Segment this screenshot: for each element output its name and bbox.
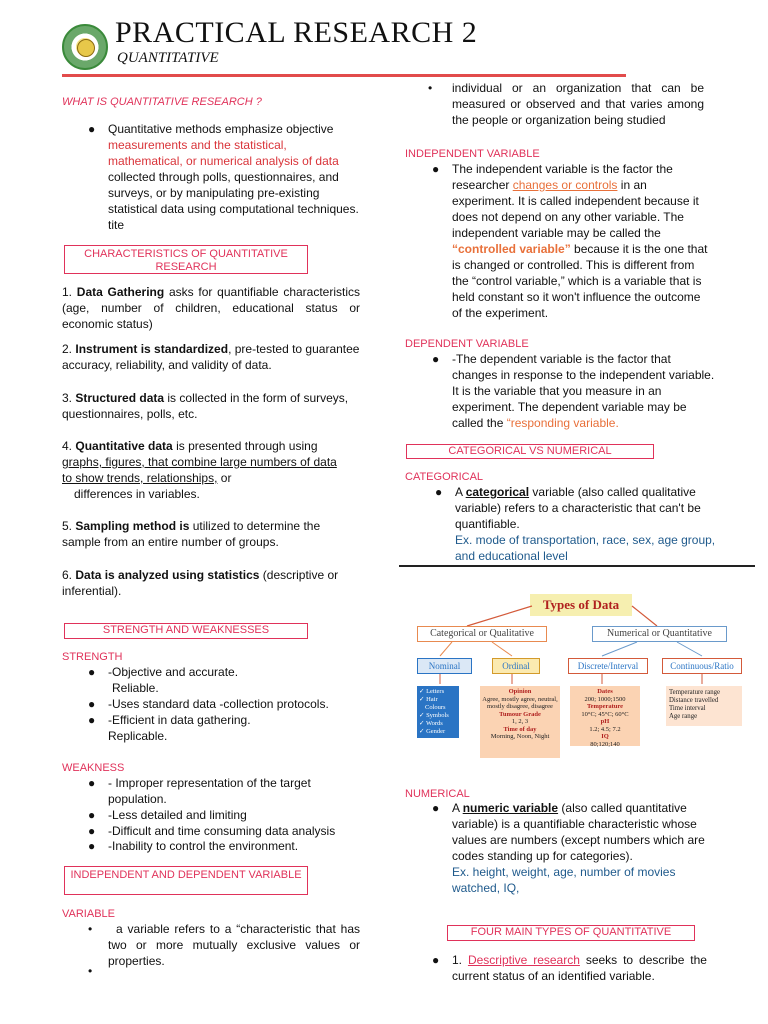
page-subtitle: QUANTITATIVE xyxy=(117,50,219,66)
variables-heading: INDEPENDENT AND DEPENDENT VARIABLE xyxy=(64,866,308,895)
weakness-label: WEAKNESS xyxy=(62,762,125,774)
ordinal-box: Ordinal xyxy=(492,658,540,674)
strength-item: ● -Uses standard data -collection protocols. xyxy=(88,697,329,711)
characteristic-4: 4. Quantitative data is presented through using graphs, figures, that combine large numbers of data to show trends, relationships, or differences in variables. xyxy=(62,439,337,501)
variable-label: VARIABLE xyxy=(62,908,115,920)
ordinal-examples: Opinion Agree, mostly agree, neutral, mostly disagree, disagree Tumour Grade 1, 2, 3 Time of day Morning, Noon, Night xyxy=(480,686,560,758)
header-divider xyxy=(62,74,626,77)
characteristic-1: 1. Data Gathering asks for quantifiable characteristics (age, number of children, educational status or economic status) xyxy=(62,285,360,331)
discrete-box: Discrete/Interval xyxy=(568,658,648,674)
characteristic-3: 3. Structured data is collected in the form of surveys, questionnaires, polls, etc. xyxy=(62,391,349,421)
highlight-text: measurements and the statistical, mathematical, or numerical analysis of data xyxy=(108,138,339,168)
nominal-box: Nominal xyxy=(417,658,472,674)
bullet: • xyxy=(88,964,93,978)
weakness-item: ● -Inability to control the environment. xyxy=(88,839,299,853)
variable-definition: • a variable refers to a “characteristic that has two or more mutually exclusive values or properties. xyxy=(88,922,360,968)
independent-variable-text: ● The independent variable is the factor the researcher changes or controls in an experiment. It is called independent because it does not depend on any other variable. The independent variable may be called the “controlled variable” because it is the one that is changed or controlled. This is different from the “control variable,” which is a variable that is held constant so it won't influence the outcome of the experiment. xyxy=(432,162,708,320)
dependent-variable-label: DEPENDENT VARIABLE xyxy=(405,338,529,350)
school-logo xyxy=(62,24,108,70)
strength-item: ● -Efficient in data gathering. xyxy=(88,713,251,727)
categorical-label: CATEGORICAL xyxy=(405,471,484,483)
discrete-examples: Dates 200; 1000;1500 Temperature 10°C; 45°C; 60°C pH 1.2; 4.5; 7.2 IQ 80;120;140 xyxy=(570,686,640,746)
logo-seal-icon xyxy=(77,39,95,57)
strength-item: Replicable. xyxy=(108,729,168,743)
question-heading: WHAT IS QUANTITATIVE RESEARCH ? xyxy=(62,96,262,108)
numerical-text: ● A numeric variable (also called quantitative variable) is a quantifiable characteristic whose values are numbers (except numbers which are codes standing up for categories). Ex. height, weight, age, number of movies watched, IQ, xyxy=(432,801,705,895)
characteristic-2: 2. Instrument is standardized, pre-tested to guarantee accuracy, reliability, and validity of data. xyxy=(62,342,360,372)
weakness-item: ● -Difficult and time consuming data analysis xyxy=(88,824,336,838)
strength-weakness-heading: STRENGTH AND WEAKNESSES xyxy=(64,623,308,639)
page-title: PRACTICAL RESEARCH 2 xyxy=(115,16,478,49)
independent-variable-label: INDEPENDENT VARIABLE xyxy=(405,148,540,160)
weakness-item: ● -Less detailed and limiting xyxy=(88,808,247,822)
categorical-box: Categorical or Qualitative xyxy=(417,626,547,642)
strength-item: ● -Objective and accurate. xyxy=(88,665,239,679)
strength-item: Reliable. xyxy=(112,681,159,695)
four-types-heading: FOUR MAIN TYPES OF QUANTITATIVE xyxy=(447,925,695,941)
numerical-box: Numerical or Quantitative xyxy=(592,626,727,642)
dependent-variable-text: ● -The dependent variable is the factor that changes in response to the independent variable. It is the variable that you measure in an experiment. The dependent variable may be called the “responding variable. xyxy=(432,352,715,430)
section-divider xyxy=(399,565,755,567)
bullet: ● xyxy=(88,122,96,136)
characteristic-6: 6. Data is analyzed using statistics (descriptive or inferential). xyxy=(62,568,339,598)
types-of-data-diagram xyxy=(412,590,752,766)
characteristic-5: 5. Sampling method is utilized to determine the sample from an entire number of groups. xyxy=(62,519,321,549)
strength-label: STRENGTH xyxy=(62,651,123,663)
nominal-examples: ✓ Letters ✓ Hair Colours ✓ Symbols ✓ Words ✓ Gender xyxy=(417,686,459,738)
bullet: • xyxy=(428,81,433,95)
weakness-item: ● - Improper representation of the target population. xyxy=(88,776,311,806)
characteristics-heading: CHARACTERISTICS OF QUANTITATIVE RESEARCH xyxy=(64,245,308,274)
categorical-text: ● A categorical variable (also called qualitative variable) refers to a characteristic that can't be quantifiable. Ex. mode of transportation, race, sex, age group, and educational level xyxy=(435,485,716,563)
diagram-title: Types of Data xyxy=(530,594,632,616)
continuous-examples: Temperature range Distance travelled Time interval Age range xyxy=(666,686,742,726)
descriptive-research-text: ● 1. Descriptive research seeks to describe the current status of an identified variable. xyxy=(432,953,707,983)
continuous-box: Continuous/Ratio xyxy=(662,658,742,674)
intro-paragraph: ● Quantitative methods emphasize objective measurements and the statistical, mathematical, or numerical analysis of data collected through polls, questionnaires, and surveys, or by manipulating pre-existing statistical data using computational techniques. tite xyxy=(88,122,359,232)
categorical-numerical-heading: CATEGORICAL VS NUMERICAL xyxy=(406,444,654,459)
numerical-label: NUMERICAL xyxy=(405,788,470,800)
variable-definition-continued: individual or an organization that can be measured or observed and that varies among the people or organization being studied xyxy=(452,81,704,127)
